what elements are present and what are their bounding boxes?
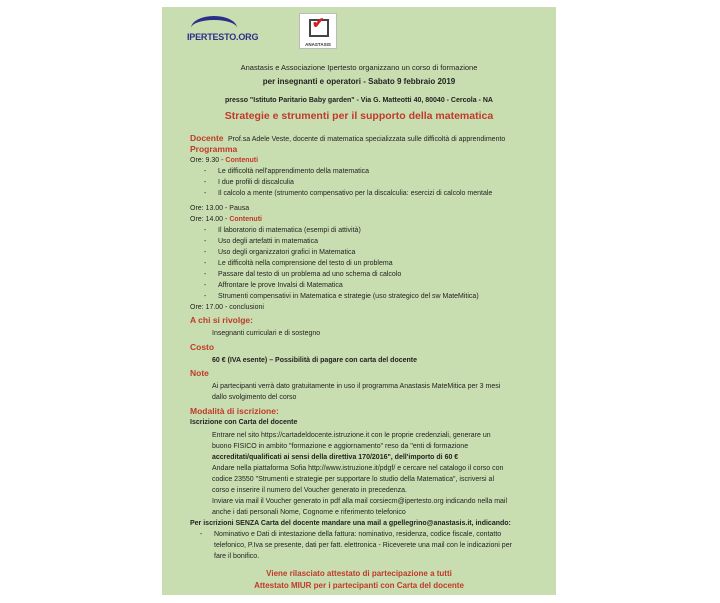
afternoon-item: - Il laboratorio di matematica (esempi di attività) [204,227,361,234]
rivolge-text: Insegnanti curriculari e di sostegno [212,330,321,337]
ipertesto-logo-text: IPERTESTO.ORG [187,32,259,42]
afternoon-item: - Passare dal testo di un problema ad uno schema di calcolo [204,271,402,278]
pausa-row: Ore: 13.00 - Pausa [190,205,250,212]
docente-row [190,131,505,145]
morning-time: Ore: 9.30 - [190,157,224,164]
morning-item: - Le difficoltà nell'apprendimento della matematica [204,168,370,175]
docente-text: Prof.sa Adele Veste, docente di matematica specializzata sulle difficoltà di apprendimento [228,136,506,143]
afternoon-item: - Uso degli artefatti in matematica [204,238,318,245]
carta-heading: Iscrizione con Carta del docente [190,419,298,426]
afternoon-item: - Le difficoltà nella comprensione del testo di un problema [204,260,393,267]
note-line-2: dallo svolgimento del corso [212,394,297,401]
costo-label: Costo [190,342,215,352]
morning-item: - I due profili di discalculia [204,179,294,186]
footer-line-1: Viene rilasciato attestato di partecipazione a tutti [266,569,452,578]
contenuti-label-morning: Contenuti [225,157,259,164]
iscrizione-line: buono FISICO in ambito "formazione e aggiornamento" reso da "enti di formazione [212,443,469,450]
rivolge-label: A chi si rivolge: [190,315,253,325]
senza-item: telefonico, P.Iva se presente, dati per fatt. elettronica - Riceverete una mail con le indicazioni per [214,542,512,549]
afternoon-time-row [190,214,262,225]
iscrizione-line: anche i dati personali Nome, Cognome e riferimento telefonico [212,509,406,516]
header-line-1: Anastasis e Associazione Ipertesto organizzano un corso di formazione [240,63,478,72]
afternoon-time: Ore: 14.00 - [190,216,228,223]
senza-line: Per iscrizioni SENZA Carta del docente mandare una mail a gpellegrino@anastasis.it, indicando: [190,520,511,527]
header-line-2: per insegnanti e operatori - Sabato 9 febbraio 2019 [262,77,456,86]
footer-line-2: Attestato MIUR per i partecipanti con Carta del docente [254,581,464,590]
costo-text: 60 € (IVA esente) – Possibilità di pagare con carta del docente [212,357,418,364]
iscrizione-line: accreditati/qualificati ai sensi della direttiva 170/2016", dell'importo di 60 € [212,454,459,461]
afternoon-item: - Strumenti compensativi in Matematica e strategie (uso strategico del sw MateMitica) [204,293,479,300]
anastasis-logo [299,13,337,49]
course-title: Strategie e strumenti per il supporto della matematica [224,110,494,122]
contenuti-label-afternoon: Contenuti [229,216,262,223]
anastasis-logo-text: ANASTASIS [305,42,331,47]
programma-label: Programma [190,144,238,154]
note-line-1: Ai partecipanti verrà dato gratuitamente in uso il programma Anastasis MateMitica per 3 mesi [212,383,501,390]
ipertesto-logo [187,16,261,46]
morning-time-row [190,155,258,166]
afternoon-item: - Affrontare le prove Invalsi di Matematica [204,282,343,289]
senza-item: fare il bonifico. [214,553,260,560]
course-flyer [162,7,556,595]
iscrizione-label: Modalità di iscrizione: [190,406,279,416]
iscrizione-line: Entrare nel sito https://cartadeldocente.istruzione.it con le proprie credenziali, generare un [212,432,491,439]
conclusioni-row: Ore: 17.00 - conclusioni [190,304,264,311]
note-label: Note [190,368,209,378]
iscrizione-line: Andare nella piattaforma Sofia http://www.istruzione.it/pdgf/ e cercare nel catalogo il corso con [212,465,504,472]
logo-bar [187,13,337,47]
iscrizione-line: codice 23550 "Strumenti e strategie per supportare lo studio della Matematica", iscriversi al [212,476,494,483]
afternoon-item: - Uso degli organizzatori grafici in Matematica [204,249,356,256]
iscrizione-line: Inviare via mail il Voucher generato in pdf alla mail corsiecm@ipertesto.org indicando nella mail [212,498,508,505]
docente-label: Docente [190,133,224,143]
location-line: presso "Istituto Paritario Baby garden" - Via G. Matteotti 40, 80040 - Cercola - NA [225,97,493,104]
senza-item: - Nominativo e Dati di intestazione della fattura: nominativo, residenza, codice fiscale, contatto [200,531,502,538]
checkmark-icon: ✔ [312,15,325,32]
morning-item: - Il calcolo a mente (strumento compensativo per la discalculia: esercizi di calcolo mentale [204,190,493,197]
iscrizione-line: corso e inserire il numero del Voucher generato in precedenza. [212,487,407,494]
